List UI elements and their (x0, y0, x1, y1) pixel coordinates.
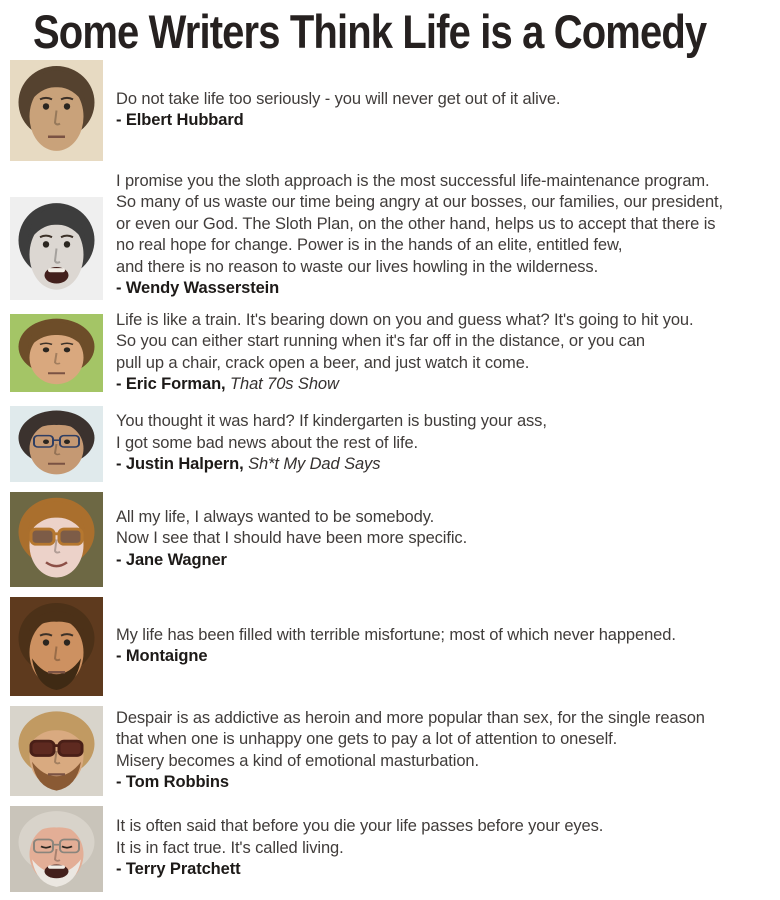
quote-text (116, 625, 676, 668)
attribution-source: That 70s Show (230, 375, 339, 394)
quote-line: So you can either start running when it's far off in the distance, or you can (116, 332, 645, 351)
portrait-montaigne (10, 597, 103, 696)
portrait-justin-halpern (10, 406, 103, 482)
quote-text (116, 310, 694, 396)
quote-line: or even our God. The Sloth Plan, on the other hand, helps us to accept that there is (116, 214, 716, 233)
attribution: - Jane Wagner (116, 550, 227, 569)
portrait-tom-robbins (10, 706, 103, 796)
quote-line: that when one is unhappy one gets to pay a lot of attention to oneself. (116, 730, 618, 749)
quote-line: Misery becomes a kind of emotional masturbation. (116, 751, 479, 770)
quote-lines (116, 411, 547, 454)
quote-row (10, 597, 780, 696)
attribution: - Tom Robbins (116, 773, 229, 792)
portrait-elbert-hubbard (10, 60, 103, 161)
quote-row (10, 310, 780, 396)
quote-list (0, 60, 780, 892)
quote-line: pull up a chair, crack open a beer, and just watch it come. (116, 353, 530, 372)
quote-line: no real hope for change. Power is in the hands of an elite, entitled few, (116, 236, 623, 255)
page-title: Some Writers Think Life is a Comedy (33, 5, 707, 58)
quote-row (10, 706, 780, 796)
attribution-line (116, 278, 723, 300)
quote-line: Do not take life too seriously - you will never get out of it alive. (116, 89, 561, 108)
attribution-line (116, 859, 603, 881)
attribution-line (116, 374, 694, 396)
portrait-jane-wagner (10, 492, 103, 587)
quote-line: It is often said that before you die your life passes before your eyes. (116, 817, 604, 836)
attribution-line (116, 550, 467, 572)
quote-lines (116, 625, 676, 647)
attribution-line (116, 454, 547, 476)
quote-lines (116, 310, 694, 375)
quote-lines (116, 171, 723, 279)
quote-line: Life is like a train. It's bearing down on you and guess what? It's going to hit you. (116, 310, 694, 329)
quote-line: and there is no reason to waste our lives howling in the wilderness. (116, 257, 599, 276)
portrait-eric-forman (10, 314, 103, 392)
quote-lines (116, 507, 467, 550)
quote-line: Now I see that I should have been more specific. (116, 529, 468, 548)
quote-row (10, 406, 780, 482)
quote-text (116, 816, 603, 881)
attribution: - Elbert Hubbard (116, 111, 244, 130)
quote-line: I promise you the sloth approach is the most successful life-maintenance program. (116, 171, 710, 190)
attribution: - Terry Pratchett (116, 860, 241, 879)
attribution-source: Sh*t My Dad Says (248, 455, 381, 474)
quote-line: All my life, I always wanted to be somebody. (116, 507, 435, 526)
quote-line: I got some bad news about the rest of life. (116, 433, 419, 452)
quote-line: Despair is as addictive as heroin and more popular than sex, for the single reason (116, 708, 705, 727)
quote-line: So many of us waste our time being angry at our bosses, our families, our president, (116, 193, 723, 212)
quote-line: My life has been filled with terrible misfortune; most of which never happened. (116, 625, 676, 644)
attribution-line (116, 110, 560, 132)
quote-lines (116, 89, 560, 111)
attribution-line (116, 646, 676, 668)
attribution: - Eric Forman, (116, 375, 226, 394)
quote-text (116, 507, 467, 572)
quote-text (116, 89, 560, 132)
quote-lines (116, 816, 603, 859)
quote-row (10, 60, 780, 161)
quote-row (10, 806, 780, 892)
portrait-terry-pratchett (10, 806, 103, 892)
quote-text (116, 411, 547, 476)
quote-line: You thought it was hard? If kindergarten is busting your ass, (116, 412, 547, 431)
portrait-wendy-wasserstein (10, 197, 103, 300)
attribution: - Wendy Wasserstein (116, 279, 280, 298)
quote-text (116, 171, 723, 300)
quote-text (116, 708, 705, 794)
attribution-line (116, 772, 705, 794)
quote-row (10, 492, 780, 587)
attribution: - Justin Halpern, (116, 455, 244, 474)
quote-row (10, 171, 780, 300)
quote-line: It is in fact true. It's called living. (116, 838, 344, 857)
quote-lines (116, 708, 705, 773)
attribution: - Montaigne (116, 647, 208, 666)
